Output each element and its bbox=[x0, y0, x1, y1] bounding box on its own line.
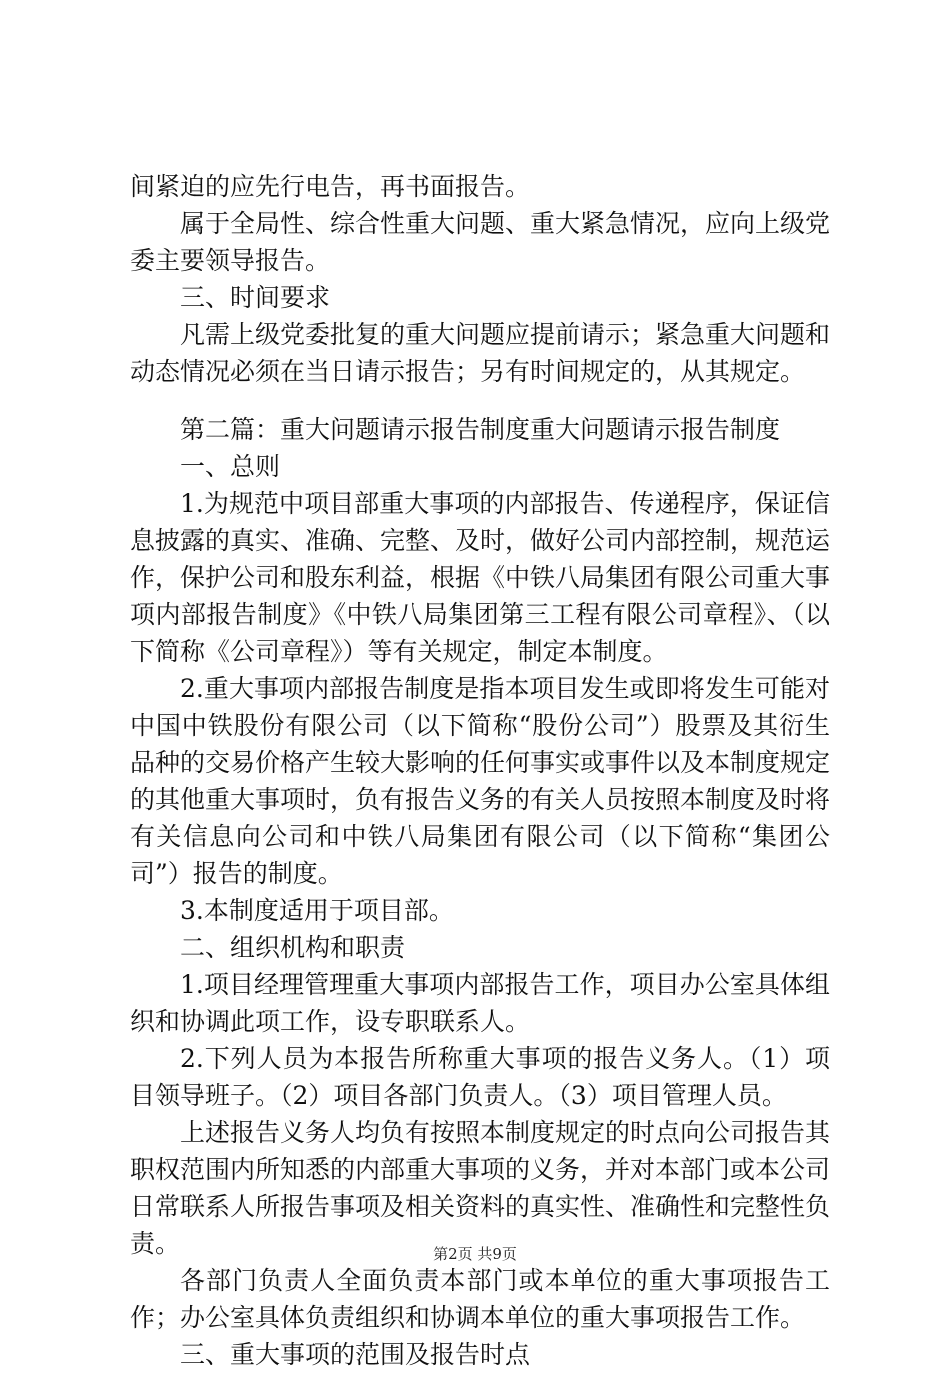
paragraph: 各部门负责人全面负责本部门或本单位的重大事项报告工作；办公室具体负责组织和协调本单位的重大事项报告工作。 bbox=[130, 1266, 830, 1332]
section-heading: 一、总则 bbox=[180, 452, 281, 481]
section-heading: 二、组织机构和职责 bbox=[180, 933, 406, 962]
section-heading: 三、重大事项的范围及报告时点 bbox=[180, 1340, 531, 1369]
paragraph-gap bbox=[130, 390, 830, 411]
paragraph: 凡需上级党委批复的重大问题应提前请示；紧急重大问题和动态情况必须在当日请示报告；另有时间规定的，从其规定。 bbox=[130, 320, 831, 386]
page-number: 第2页 共9页 bbox=[433, 1245, 517, 1263]
paragraph: 1.项目经理管理重大事项内部报告工作，项目办公室具体组织和协调此项工作，设专职联系人。 bbox=[130, 970, 830, 1036]
paragraph: 间紧迫的应先行电告，再书面报告。 bbox=[130, 172, 531, 201]
paragraph: 上述报告义务人均负有按照本制度规定的时点向公司报告其职权范围内所知悉的内部重大事项的义务，并对本部门或本公司日常联系人所报告事项及相关资料的真实性、准确性和完整性负责。 bbox=[130, 1118, 831, 1258]
paragraph: 1.为规范中项目部重大事项的内部报告、传递程序，保证信息披露的真实、准确、完整、及时，做好公司内部控制，规范运作，保护公司和股东利益，根据《中铁八局集团有限公司重大事项内部报告制度》《中铁八局集团第三工程有限公司章程》、（以下简称《公司章程》）等有关规定，制定本制度。 bbox=[130, 489, 831, 666]
paragraph: 3.本制度适用于项目部。 bbox=[180, 896, 454, 925]
section-heading: 三、时间要求 bbox=[180, 283, 331, 312]
chapter-title: 第二篇：重大问题请示报告制度重大问题请示报告制度 bbox=[180, 415, 781, 444]
paragraph: 2.下列人员为本报告所称重大事项的报告义务人。（1）项目领导班子。（2）项目各部门负责人。（3）项目管理人员。 bbox=[130, 1044, 830, 1110]
paragraph: 2.重大事项内部报告制度是指本项目发生或即将发生可能对中国中铁股份有限公司（以下简称“股份公司”）股票及其衍生品种的交易价格产生较大影响的任何事实或事件以及本制度规定的其他重大事项时，负有报告义务的有关人员按照本制度及时将有关信息向公司和中铁八局集团有限公司（以下简称“集团公司”）报告的制度。 bbox=[130, 674, 831, 888]
document-body bbox=[130, 168, 830, 1373]
paragraph: 属于全局性、综合性重大问题、重大紧急情况，应向上级党委主要领导报告。 bbox=[130, 209, 831, 275]
